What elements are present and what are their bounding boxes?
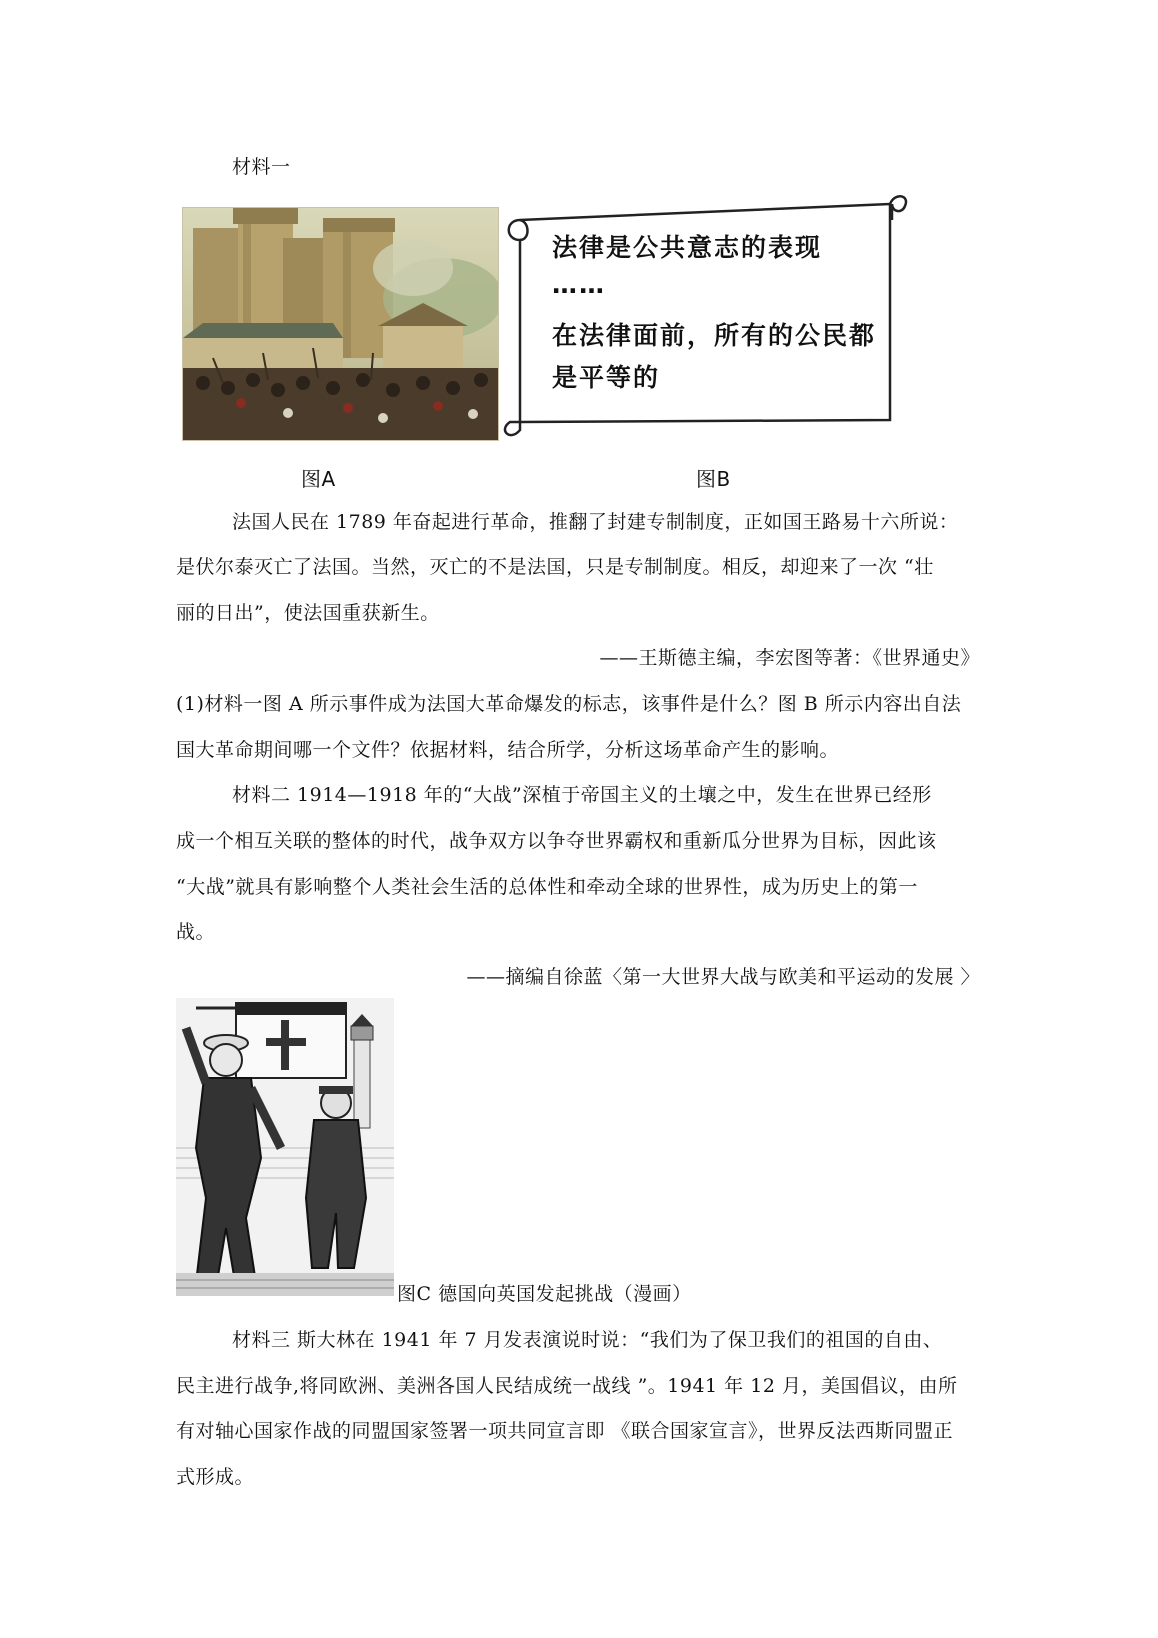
- material-2-line-2: 成一个相互关联的整体的时代，战争双方以争夺世界霸权和重新瓜分世界为目标，因此该: [176, 830, 937, 852]
- material-3-line-3: 有对轴心国家作战的同盟国家签署一项共同宣言即 《联合国家宣言》，世界反法西斯同盟正: [176, 1420, 954, 1442]
- material-2-line-3: “大战”就具有影响整个人类社会生活的总体性和牵动全球的世界性，成为历史上的第一: [176, 876, 918, 898]
- material-3-line-4: 式形成。: [176, 1466, 255, 1488]
- bastille-painting-image: [182, 207, 499, 441]
- scroll-line-3: 在法律面前，所有的公民都: [552, 321, 877, 350]
- material-1-line-2: 是伏尔泰灭亡了法国。当然，灭亡的不是法国，只是专制制度。相反，却迎来了一次 “壮: [176, 556, 934, 578]
- scroll-line-4: 是平等的: [552, 363, 661, 392]
- material-2-line-4: 战。: [176, 921, 216, 943]
- figure-a-caption: 图A: [301, 467, 336, 491]
- material-3-line-2: 民主进行战争,将同欧洲、美洲各国人民结成统一战线 ”。1941 年 12 月，美国倡议，由所: [176, 1375, 958, 1397]
- figure-c-caption: 图C 德国向英国发起挑战（漫画）: [397, 1283, 692, 1305]
- scroll-line-2: ……: [552, 270, 606, 299]
- material-1-line-1: 法国人民在 1789 年奋起进行革命，推翻了封建专制制度，正如国王路易十六所说：: [232, 511, 959, 533]
- scroll-line-1: 法律是公共意志的表现: [552, 233, 823, 262]
- question-1-line-1: (1)材料一图 A 所示事件成为法国大革命爆发的标志，该事件是什么？图 B 所示内容出自法: [176, 693, 962, 715]
- material-3-line-1: 材料三 斯大林在 1941 年 7 月发表演说时说：“我们为了保卫我们的祖国的自由、: [232, 1329, 943, 1351]
- material-1-heading: 材料一: [232, 156, 291, 178]
- material-1-source: ——王斯德主编，李宏图等著：《世界通史》: [599, 647, 980, 669]
- material-2-source: ——摘编自徐蓝〈第一大世界大战与欧美和平运动的发展 〉: [466, 966, 980, 988]
- figure-b-caption: 图B: [696, 467, 731, 491]
- declaration-scroll: [500, 190, 910, 442]
- german-challenge-cartoon-image: [176, 998, 394, 1296]
- material-1-line-3: 丽的日出”，使法国重获新生。: [176, 602, 440, 624]
- question-1-line-2: 国大革命期间哪一个文件？依据材料，结合所学，分析这场革命产生的影响。: [176, 739, 840, 761]
- material-2-line-1: 材料二 1914—1918 年的“大战”深植于帝国主义的土壤之中，发生在世界已经形: [232, 784, 932, 806]
